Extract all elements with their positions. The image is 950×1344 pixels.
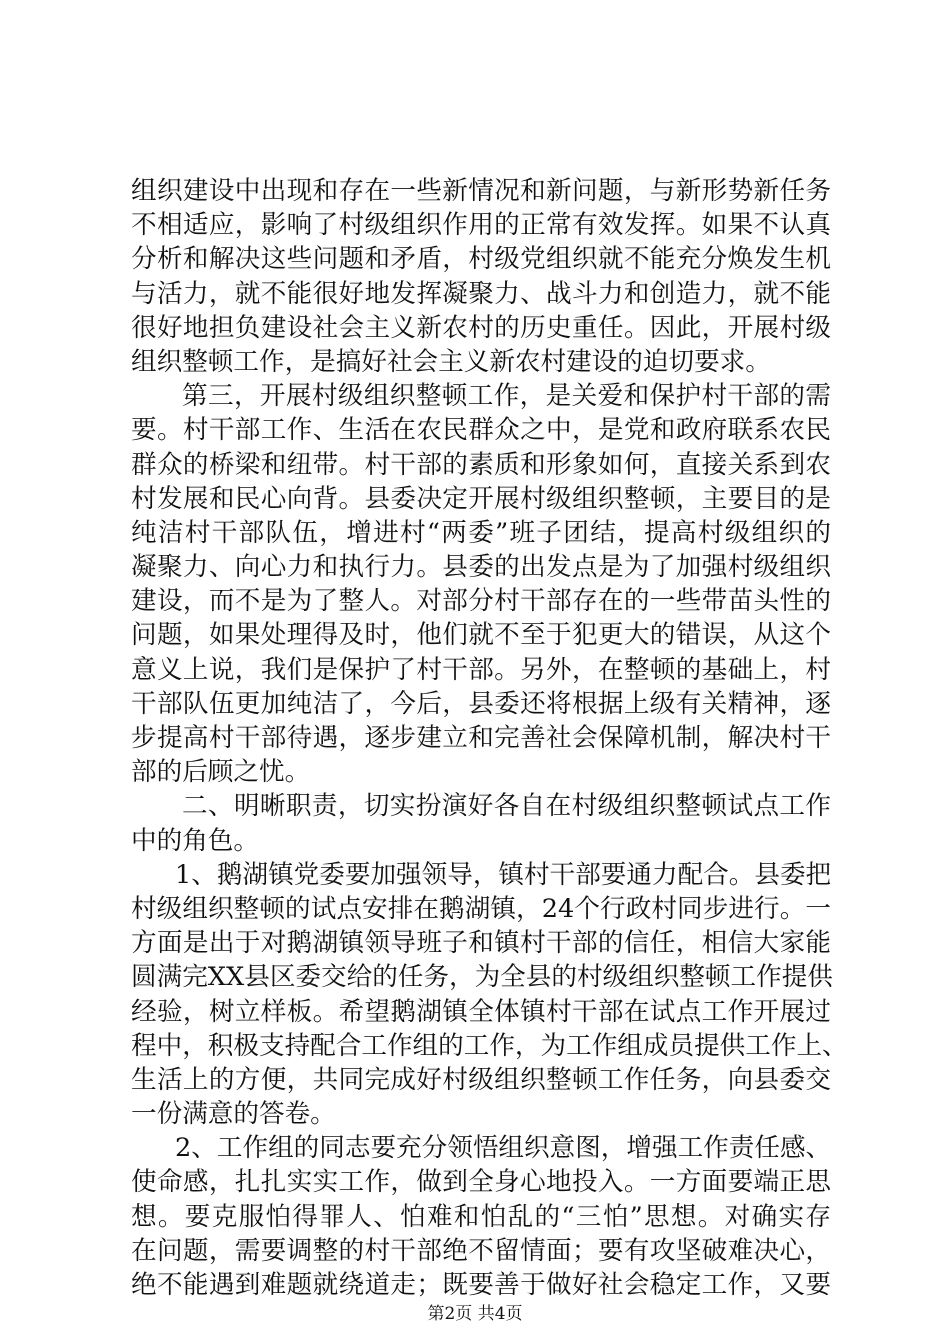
text-line: 一份满意的答卷。 — [131, 1099, 336, 1130]
text-line: 圆满完XX县区委交给的任务，为全县的村级组织整顿工作提供 — [131, 962, 833, 993]
text-line: 要。村干部工作、生活在农民群众之中，是党和政府联系农民 — [131, 415, 831, 446]
text-line: 经验，树立样板。希望鹅湖镇全体镇村干部在试点工作开展过 — [131, 996, 831, 1027]
text-line: 使命感，扎扎实实工作，做到全身心地投入。一方面要端正思 — [131, 1167, 831, 1198]
text-line: 想。要克服怕得罪人、怕难和怕乱的“三怕”思想。对确实存 — [131, 1201, 831, 1232]
section-heading-line: 二、明晰职责，切实扮演好各自在村级组织整顿试点工作 — [182, 791, 831, 822]
text-line: 程中，积极支持配合工作组的工作，为工作组成员提供工作上、 — [131, 1030, 848, 1061]
text-line: 与活力，就不能很好地发挥凝聚力、战斗力和创造力，就不能 — [131, 278, 831, 309]
text-line: 步提高村干部待遇，逐步建立和完善社会保障机制，解决村干 — [131, 723, 831, 753]
text-line: 很好地担负建设社会主义新农村的历史重任。因此，开展村级 — [131, 312, 831, 343]
paragraph-start-line: 1、鹅湖镇党委要加强领导，镇村干部要通力配合。县委把 — [175, 859, 832, 890]
text-line: 凝聚力、向心力和执行力。县委的出发点是为了加强村级组织 — [131, 552, 831, 583]
page-number-footer: 第2页 共4页 — [427, 1304, 523, 1324]
text-line: 村级组织整顿的试点安排在鹅湖镇，24个行政村同步进行。一 — [131, 893, 831, 924]
paragraph-start-line: 2、工作组的同志要充分领悟组织意图，增强工作责任感、 — [175, 1133, 832, 1164]
section-heading-line: 中的角色。 — [131, 825, 259, 856]
text-line: 问题，如果处理得及时，他们就不至于犯更大的错误，从这个 — [131, 620, 831, 651]
text-line: 组织建设中出现和存在一些新情况和新问题，与新形势新任务 — [131, 176, 831, 206]
text-line: 绝不能遇到难题就绕道走；既要善于做好社会稳定工作，又要 — [131, 1270, 831, 1300]
text-line: 生活上的方便，共同完成好村级组织整顿工作任务，向县委交 — [131, 1064, 831, 1095]
text-line: 部的后顾之忧。 — [131, 757, 311, 788]
text-line: 组织整顿工作，是搞好社会主义新农村建设的迫切要求。 — [131, 346, 771, 377]
document-body — [131, 174, 848, 1302]
text-line: 意义上说，我们是保护了村干部。另外，在整顿的基础上，村 — [131, 654, 831, 685]
text-line: 群众的桥梁和纽带。村干部的素质和形象如何，直接关系到农 — [131, 449, 831, 480]
text-line: 纯洁村干部队伍，增进村“两委”班子团结，提高村级组织的 — [131, 517, 831, 548]
paragraph-start-line: 第三，开展村级组织整顿工作，是关爱和保护村干部的需 — [182, 381, 831, 412]
text-line: 村发展和民心向背。县委决定开展村级组织整顿，主要目的是 — [131, 483, 831, 514]
text-line: 干部队伍更加纯洁了，今后，县委还将根据上级有关精神，逐 — [131, 688, 831, 719]
text-line: 分析和解决这些问题和矛盾，村级党组织就不能充分焕发生机 — [131, 244, 831, 275]
text-line: 方面是出于对鹅湖镇领导班子和镇村干部的信任，相信大家能 — [131, 928, 831, 959]
text-line: 在问题，需要调整的村干部绝不留情面；要有攻坚破难决心， — [131, 1235, 831, 1266]
text-line: 建设，而不是为了整人。对部分村干部存在的一些带苗头性的 — [131, 586, 831, 617]
text-line: 不相适应，影响了村级组织作用的正常有效发挥。如果不认真 — [131, 210, 831, 241]
